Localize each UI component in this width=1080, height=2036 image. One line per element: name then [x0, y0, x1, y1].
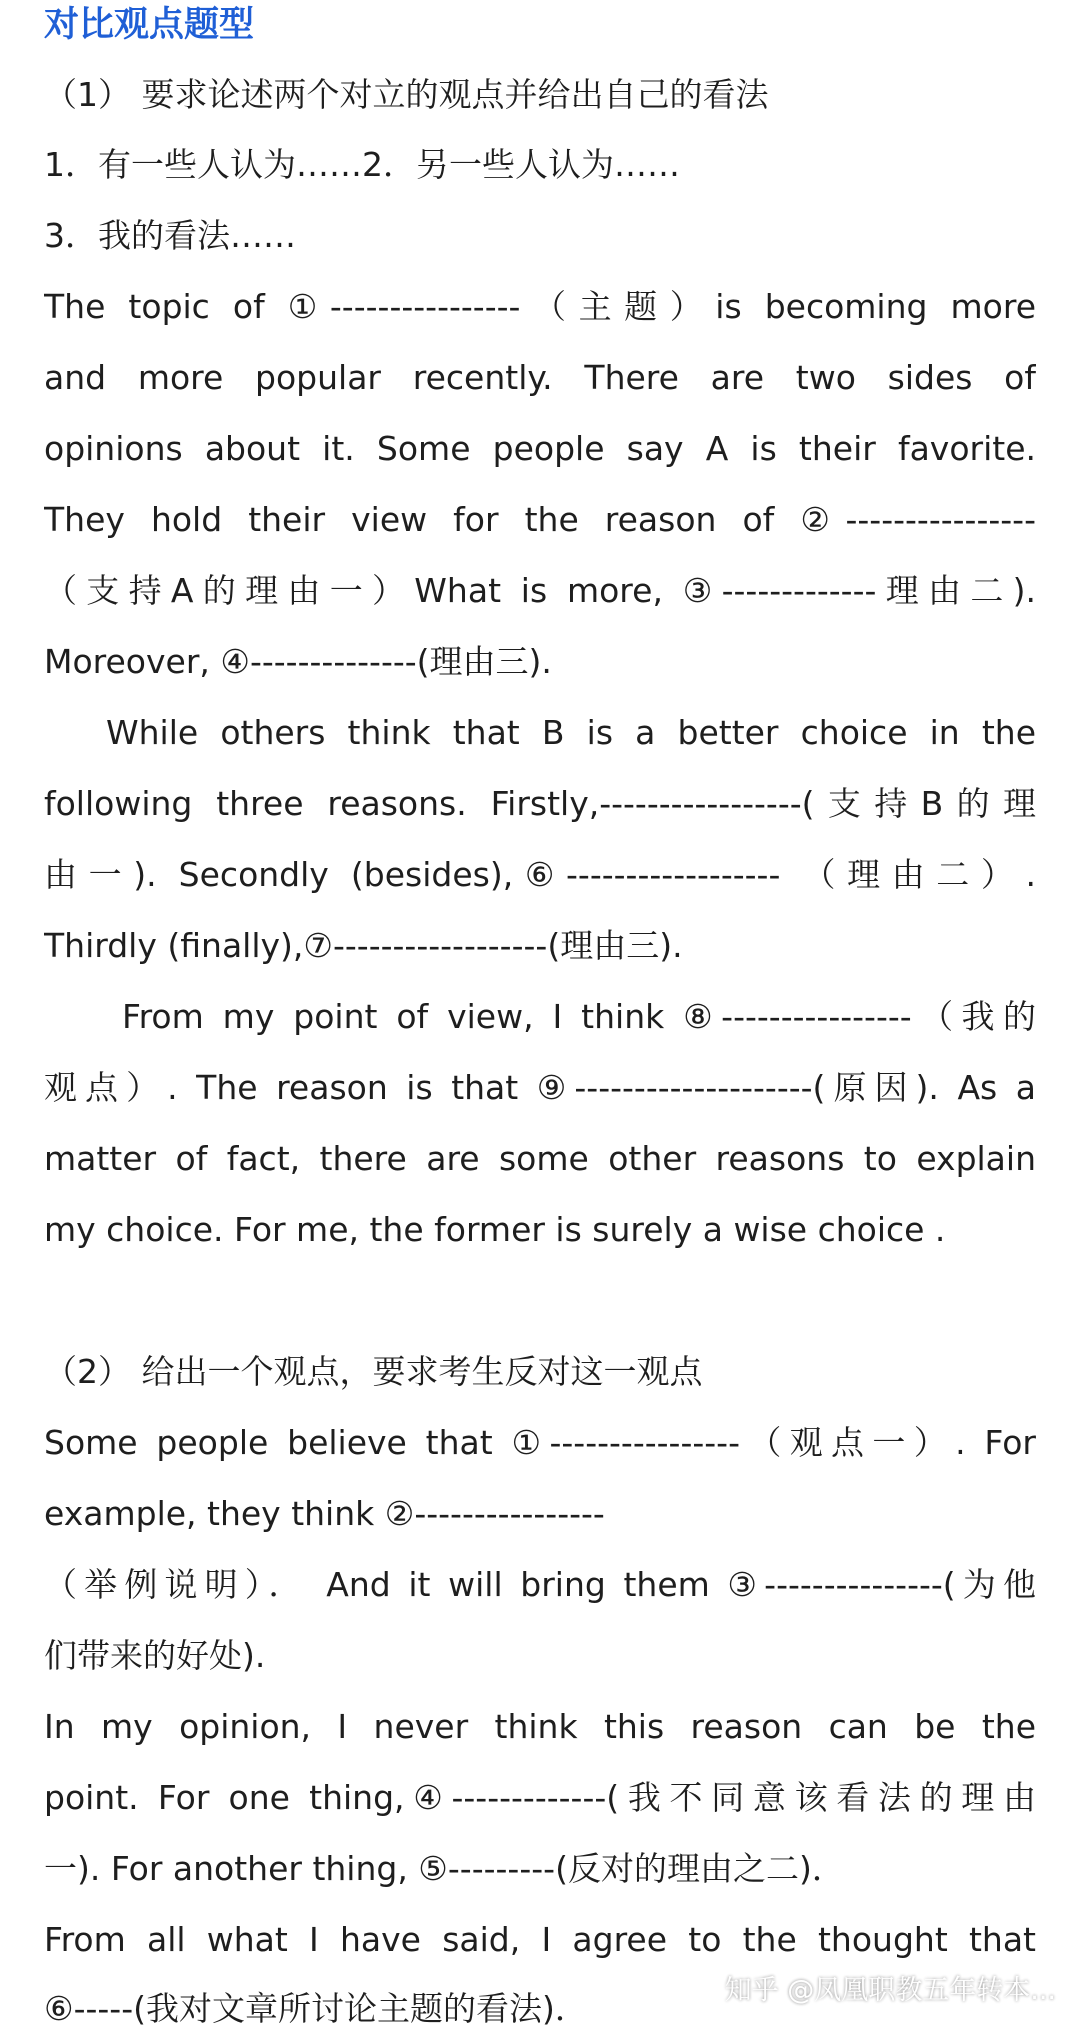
template2-line: From all what I have said, I agree to the thought that — [44, 1920, 1036, 1959]
template1-line: They hold their view for the reason of ②---------------- — [44, 500, 1036, 539]
template2-line: 一). For another thing, ⑤---------(反对的理由之二)． — [44, 1849, 845, 1888]
template1-line: matter of fact, there are some other reasons to explain — [44, 1139, 1036, 1178]
section-heading: 对比观点题型 — [44, 5, 255, 45]
template1-line: and more popular recently. There are two sides of — [44, 358, 1036, 397]
template1-line: following three reasons. Firstly,-----------------(支持B的理 — [44, 784, 1036, 823]
template2-line: Some people believe that ①----------------（观点一）. For — [44, 1423, 1036, 1462]
template1-line: Thirdly (finally),⑦------------------(理由三). — [44, 926, 683, 965]
template2-line: （举例说明）． And it will bring them ③---------------(为他 — [44, 1565, 1036, 1604]
template2-line: ⑥-----(我对文章所讨论主题的看法)． — [44, 1989, 588, 2028]
template1-line: The topic of ①----------------（主题）is becoming more — [44, 287, 1036, 326]
type1-outline-line-2: 3．我的看法…… — [44, 216, 296, 255]
template1-line: From my point of view, I think ⑧----------------（我的 — [122, 997, 1036, 1036]
type2-instruction: （2） 给出一个观点，要求考生反对这一观点 — [44, 1352, 703, 1391]
template1-line: 由一). Secondly (besides),⑥------------------ （理由二）. — [44, 855, 1036, 894]
template1-line: opinions about it. Some people say A is their favorite. — [44, 429, 1036, 468]
template1-line: my choice. For me, the former is surely a wise choice . — [44, 1210, 946, 1249]
template2-line: point. For one thing,④-------------(我不同意该看法的理由 — [44, 1778, 1036, 1817]
template1-line: 观点）. The reason is that ⑨--------------------(原因). As a — [44, 1068, 1036, 1107]
type1-instruction: （1） 要求论述两个对立的观点并给出自己的看法 — [44, 75, 769, 114]
type1-outline-line-1: 1．有一些人认为……2．另一些人认为…… — [44, 145, 680, 184]
template2-line: In my opinion, I never think this reason can be the — [44, 1707, 1036, 1746]
template1-line: While others think that B is a better choice in the — [106, 713, 1036, 752]
zhihu-watermark: 知乎 @凤凰职教五年转本... — [724, 1975, 1056, 2006]
template2-line: 们带来的好处). — [44, 1636, 266, 1675]
template1-line: Moreover, ④--------------(理由三). — [44, 642, 552, 681]
template1-line: （支持A的理由一）What is more, ③-------------理由二). — [44, 571, 1036, 610]
template2-line: example, they think ②---------------- — [44, 1494, 605, 1533]
